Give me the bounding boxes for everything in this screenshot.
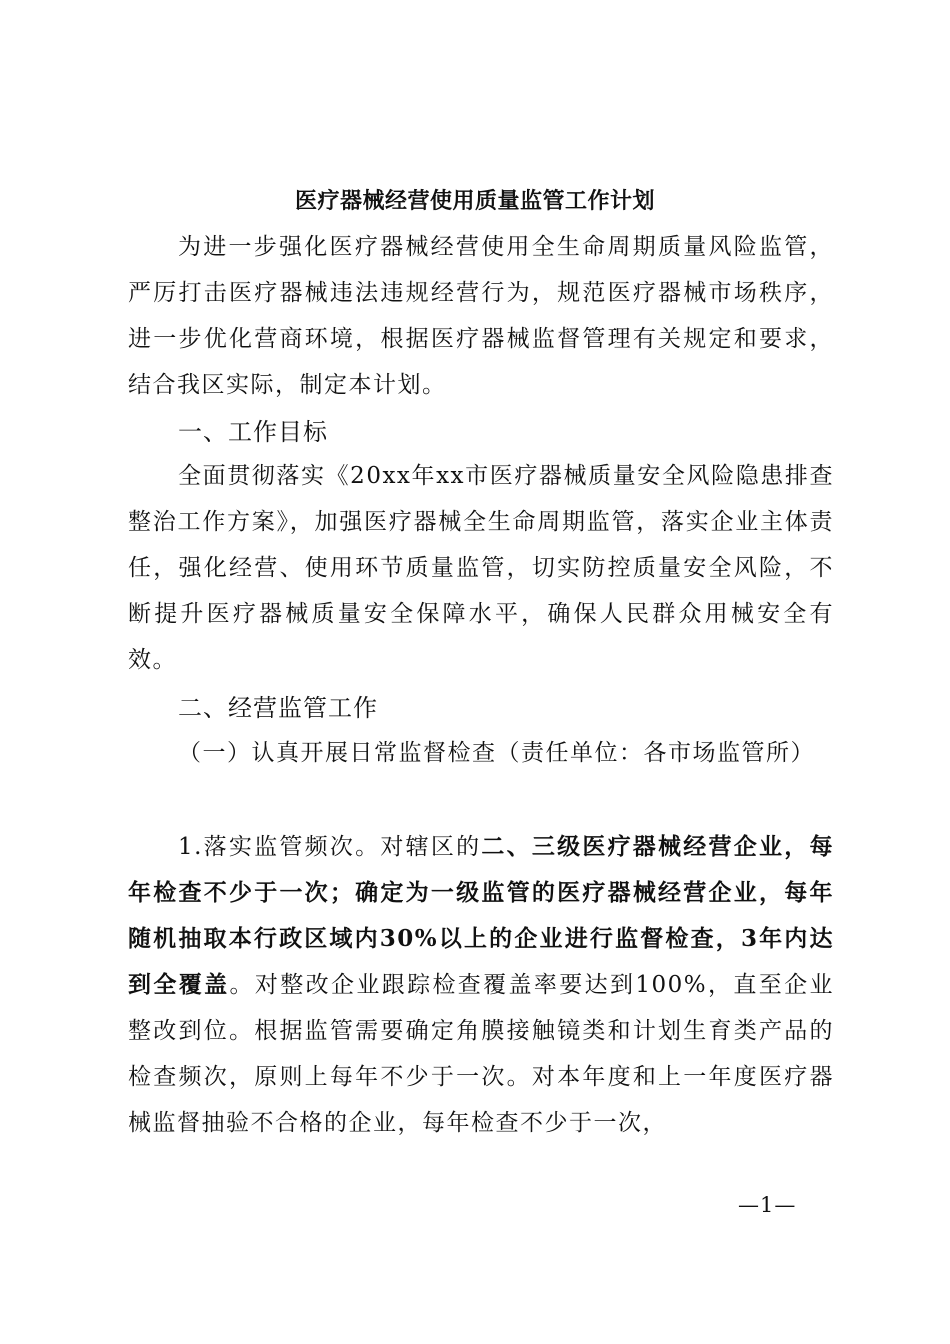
section-heading-business-supervision: 二、经营监管工作	[178, 694, 378, 722]
document-title: 医疗器械经营使用质量监管工作计划	[294, 188, 655, 214]
intro-paragraph: 为进一步强化医疗器械经营使用全生命周期质量风险监管，严厉打击医疗器械违法违规经营行为，规范医疗器械市场秩序，进一步优化营商环境，根据医疗器械监督管理有关规定和要求，结合我区实际，制定本计划。	[128, 234, 834, 398]
subsection-heading-routine-inspection: （一）认真开展日常监督检查（责任单位：各市场监管所）	[178, 740, 815, 766]
item-1-suffix: 。对整改企业跟踪检查覆盖率要达到100%，直至企业整改到位。根据监管需要确定角膜接触镜类和计划生育类产品的检查频次，原则上每年不少于一次。对本年度和上一年度医疗器械监督抽验不合格的企业，每年检查不少于一次，	[128, 972, 834, 1136]
item-1-prefix: 1.落实监管频次。对辖区的	[178, 834, 482, 860]
section-heading-work-goals: 一、工作目标	[178, 418, 328, 446]
work-goals-paragraph: 全面贯彻落实《20xx年xx市医疗器械质量安全风险隐患排查整治工作方案》，加强医疗器械全生命周期监管，落实企业主体责任，强化经营、使用环节质量监管，切实防控质量安全风险，不断提升医疗器械质量安全保障水平，确保人民群众用械安全有效。	[128, 463, 834, 673]
item-1-paragraph	[128, 824, 834, 1146]
page-number: —1—	[738, 1193, 797, 1217]
item-1-bold-text: 二、三级医疗器械经营企业，每年检查不少于一次；确定为一级监管的医疗器械经营企业，每年随机抽取本行政区域内30%以上的企业进行监督检查，3年内达到全覆盖	[128, 833, 835, 998]
